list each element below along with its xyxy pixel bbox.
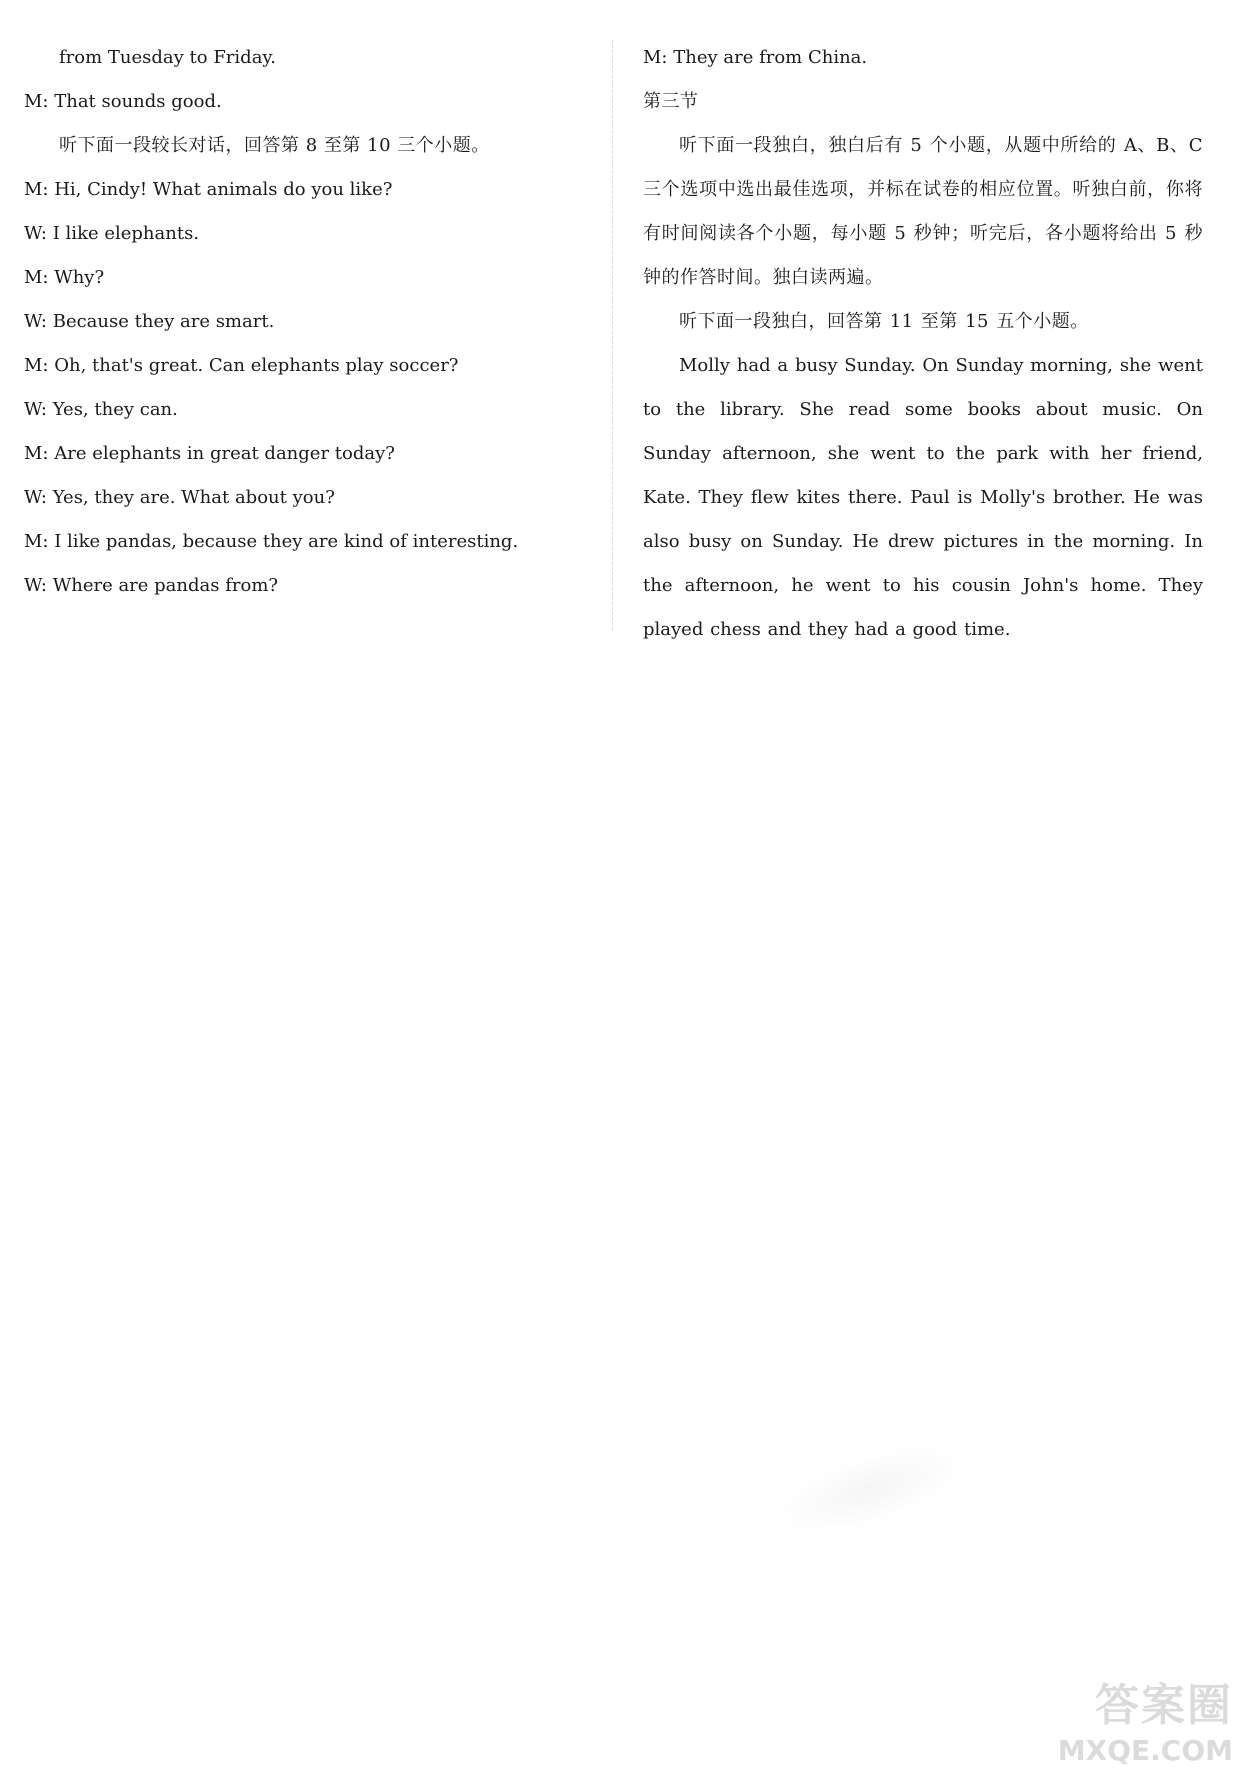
dialogue-line: W: I like elephants.	[24, 223, 200, 244]
right-column	[643, 36, 1203, 652]
dialogue-line: W: Because they are smart.	[24, 311, 275, 332]
dialogue-line: M: Are elephants in great danger today?	[24, 443, 395, 464]
section-title: 第三节	[643, 91, 699, 112]
question-range-instruction: 听下面一段独白，回答第 11 至第 15 五个小题。	[679, 311, 1089, 332]
dialogue-line: W: Yes, they are. What about you?	[24, 487, 335, 508]
monologue-text: Molly had a busy Sunday. On Sunday morning, she went to the library. She read some books about music. On Sunday afternoon, she went to the park with her friend, Kate. They flew kites there. Paul is Molly's brother. He was also busy on Sunday. He drew pictures in the morning. In the afternoon, he went to his cousin John's home. They played chess and they had a good time.	[643, 355, 1203, 640]
dialogue-instruction: 听下面一段较长对话，回答第 8 至第 10 三个小题。	[59, 135, 490, 156]
dialogue-line: from Tuesday to Friday.	[59, 47, 276, 68]
faint-stamp-mark	[764, 1426, 976, 1554]
left-column	[24, 36, 584, 608]
dialogue-line: M: They are from China.	[643, 47, 868, 68]
dialogue-line: W: Where are pandas from?	[24, 575, 279, 596]
section-instructions: 听下面一段独白，独白后有 5 个小题，从题中所给的 A、B、C 三个选项中选出最佳选项，并标在试卷的相应位置。听独白前，你将有时间阅读各个小题，每小题 5 秒钟；听完后，各小题将给出 5 秒钟的作答时间。独白读两遍。	[643, 135, 1203, 288]
column-divider	[612, 40, 613, 630]
watermark-url: MXQE.COM	[1057, 1734, 1233, 1767]
dialogue-line: W: Yes, they can.	[24, 399, 178, 420]
watermark-title: 答案圈	[1095, 1680, 1233, 1731]
dialogue-line: M: Why?	[24, 267, 105, 288]
dialogue-line: M: That sounds good.	[24, 91, 222, 112]
dialogue-line: M: Oh, that's great. Can elephants play soccer?	[24, 355, 459, 376]
dialogue-line: M: Hi, Cindy! What animals do you like?	[24, 179, 393, 200]
watermark-logo	[1013, 1678, 1233, 1778]
dialogue-line: M: I like pandas, because they are kind of interesting.	[24, 531, 519, 552]
